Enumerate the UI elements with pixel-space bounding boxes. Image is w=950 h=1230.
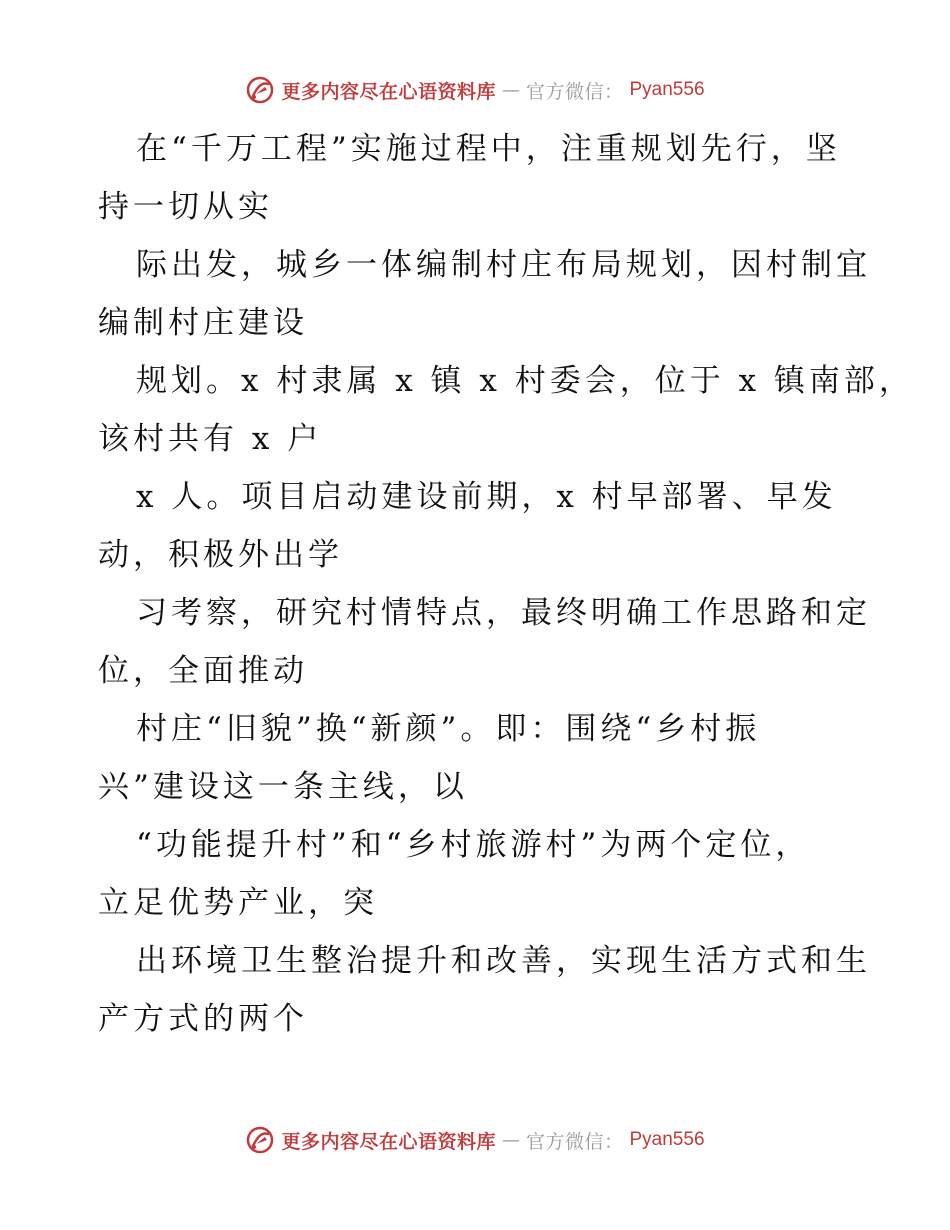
paragraph-line: 际出发，城乡一体编制村庄布局规划，因村制宜 bbox=[136, 247, 871, 283]
paragraph-line: 兴”建设这一条主线，以 bbox=[98, 769, 468, 805]
paragraph bbox=[98, 120, 858, 236]
paragraph-line: 动，积极外出学 bbox=[98, 537, 343, 573]
paragraph-line: 立足优势产业，突 bbox=[98, 885, 378, 921]
paragraph-line: 村庄“旧貌”换“新颜”。即：围绕“乡村振 bbox=[136, 711, 761, 747]
paragraph bbox=[98, 816, 858, 932]
paragraph-line: “功能提升村”和“乡村旅游村”为两个定位， bbox=[136, 827, 811, 863]
paragraph bbox=[98, 236, 871, 352]
header-slogan: 更多内容尽在心语资料库 bbox=[281, 80, 496, 103]
header-wechat-id: Pyan556 bbox=[629, 79, 705, 100]
paragraph-line: 产方式的两个 bbox=[98, 1001, 308, 1037]
paragraph bbox=[98, 352, 914, 468]
footer-banner bbox=[0, 1120, 950, 1160]
header-banner bbox=[0, 70, 950, 110]
paragraph-line: 持一切从实 bbox=[98, 189, 273, 225]
paragraph-line: 习考察，研究村情特点，最终明确工作思路和定 bbox=[136, 595, 871, 631]
footer-wechat-label: 官方微信： bbox=[525, 1130, 624, 1153]
paragraph-line: 编制村庄建设 bbox=[98, 305, 308, 341]
header-dash: — bbox=[501, 79, 520, 101]
footer-dash: — bbox=[501, 1129, 520, 1151]
paragraph-line: x 人。项目启动建设前期，x 村早部署、早发 bbox=[136, 479, 837, 515]
paragraph-line: 在“千万工程”实施过程中，注重规划先行，坚 bbox=[136, 131, 841, 167]
paragraph-line: 规划。x 村隶属 x 镇 x 村委会，位于 x 镇南部， bbox=[136, 363, 914, 399]
header-wechat-label: 官方微信： bbox=[525, 80, 624, 103]
paragraph bbox=[98, 584, 871, 700]
paragraph bbox=[98, 700, 858, 816]
paragraph-line: 该村共有 x 户 bbox=[98, 421, 323, 457]
document-body bbox=[98, 120, 914, 1048]
footer-wechat-id: Pyan556 bbox=[629, 1129, 705, 1150]
footer-slogan: 更多内容尽在心语资料库 bbox=[281, 1130, 496, 1153]
brand-logo-icon bbox=[245, 75, 275, 105]
paragraph bbox=[98, 468, 858, 584]
paragraph bbox=[98, 932, 871, 1048]
paragraph-line: 位，全面推动 bbox=[98, 653, 308, 689]
paragraph-line: 出环境卫生整治提升和改善，实现生活方式和生 bbox=[136, 943, 871, 979]
brand-logo-icon bbox=[245, 1125, 275, 1155]
